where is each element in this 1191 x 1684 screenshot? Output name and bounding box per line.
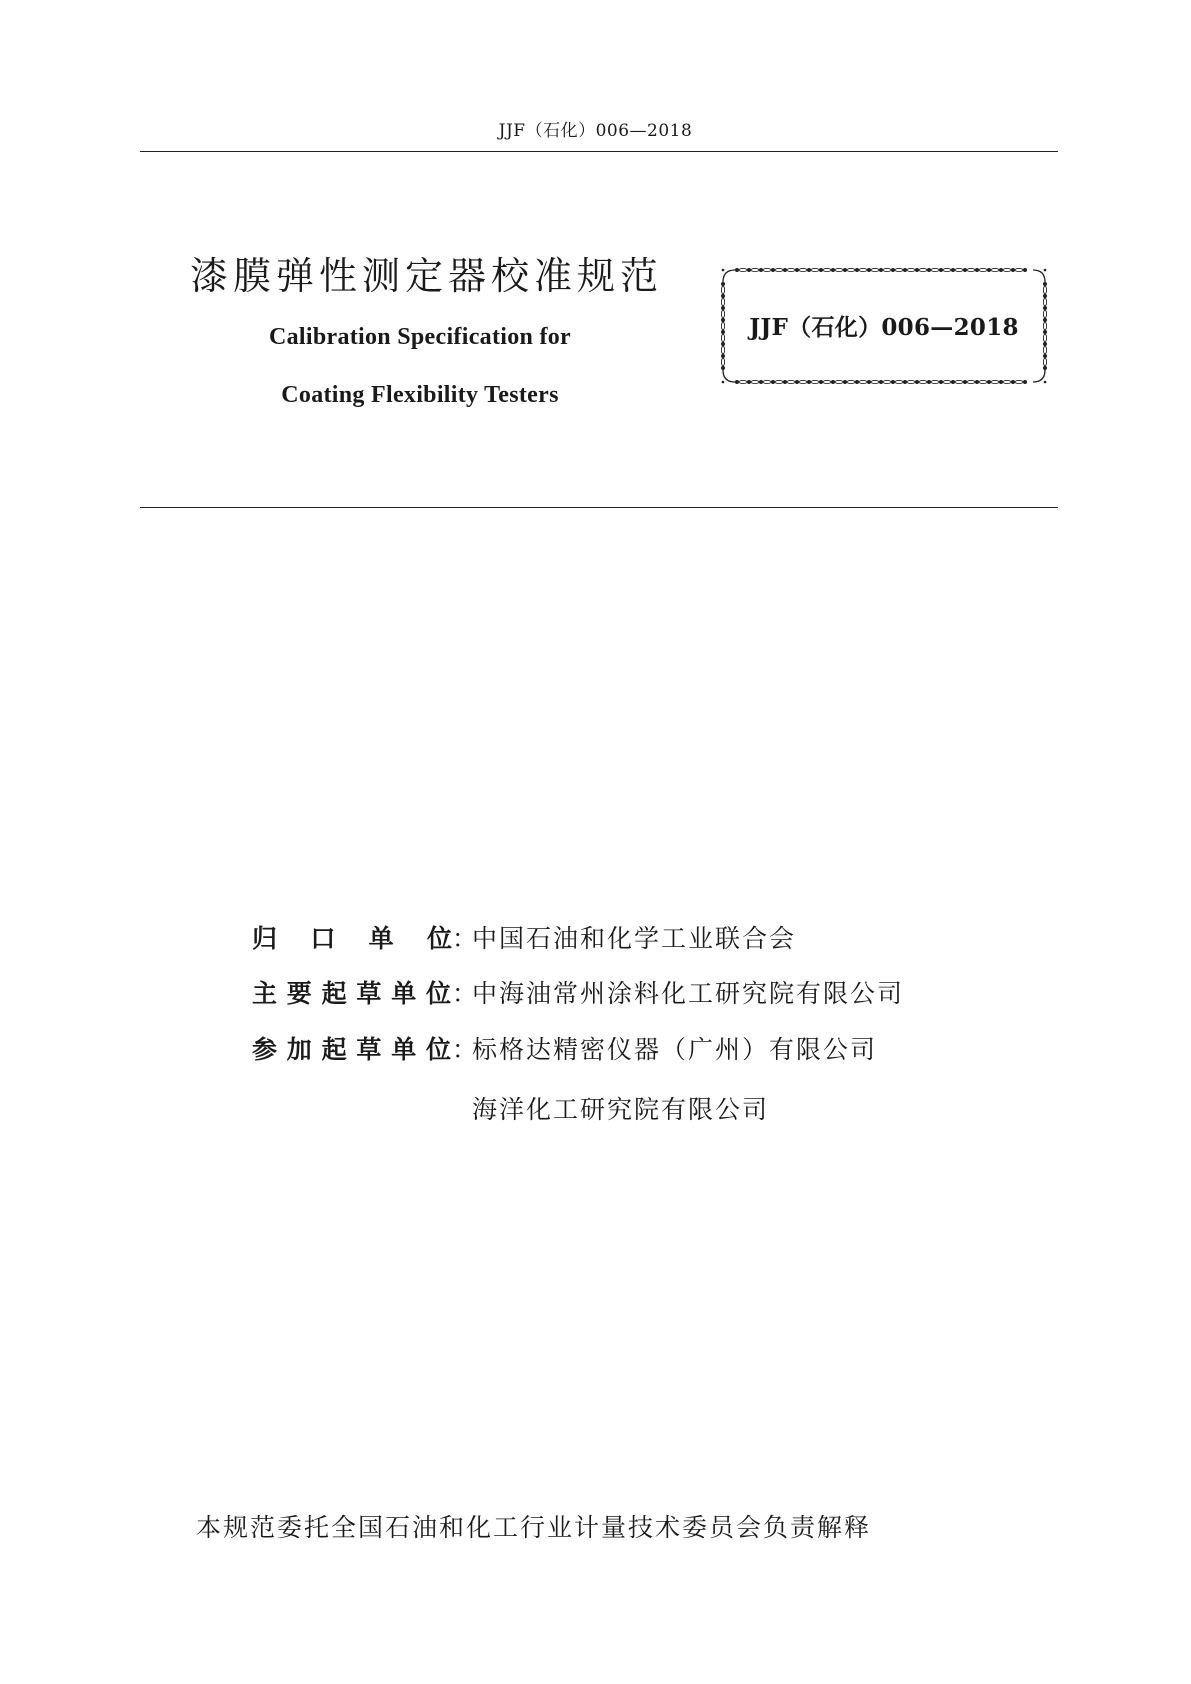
info-label: 参加起草单位: [252, 1035, 452, 1064]
info-colon: ：: [452, 979, 478, 1008]
info-label: 归口单位: [252, 924, 452, 953]
info-label: 主要起草单位: [252, 979, 452, 1008]
header-rule: [140, 151, 1058, 152]
info-value: 标格达精密仪器（广州）有限公司: [472, 1035, 878, 1064]
info-row-participating-drafter-2: [252, 1090, 769, 1124]
info-row-participating-drafter: [252, 1030, 877, 1064]
info-row-main-drafter: [252, 974, 904, 1008]
info-value: 海洋化工研究院有限公司: [472, 1095, 770, 1124]
info-row-responsible-unit: [252, 919, 796, 953]
info-colon: ：: [452, 924, 478, 953]
info-value: 中国石油和化学工业联合会: [472, 924, 797, 953]
title-english-line2: Coating Flexibility Testers: [281, 382, 559, 408]
title-rule: [140, 507, 1058, 508]
info-value: 中海油常州涂料化工研究院有限公司: [472, 979, 905, 1008]
code-box: [715, 262, 1053, 390]
header-code: JJF（石化）006—2018: [498, 121, 693, 141]
title-english-line1: Calibration Specification for: [268, 324, 571, 350]
footer-interpretation-note: 本规范委托全国石油和化工行业计量技术委员会负责解释: [196, 1513, 872, 1542]
title-chinese: 漆膜弹性测定器校准规范: [190, 254, 664, 298]
code-box-text: JJF（石化）006—2018: [749, 314, 1019, 341]
info-colon: ：: [452, 1035, 478, 1064]
